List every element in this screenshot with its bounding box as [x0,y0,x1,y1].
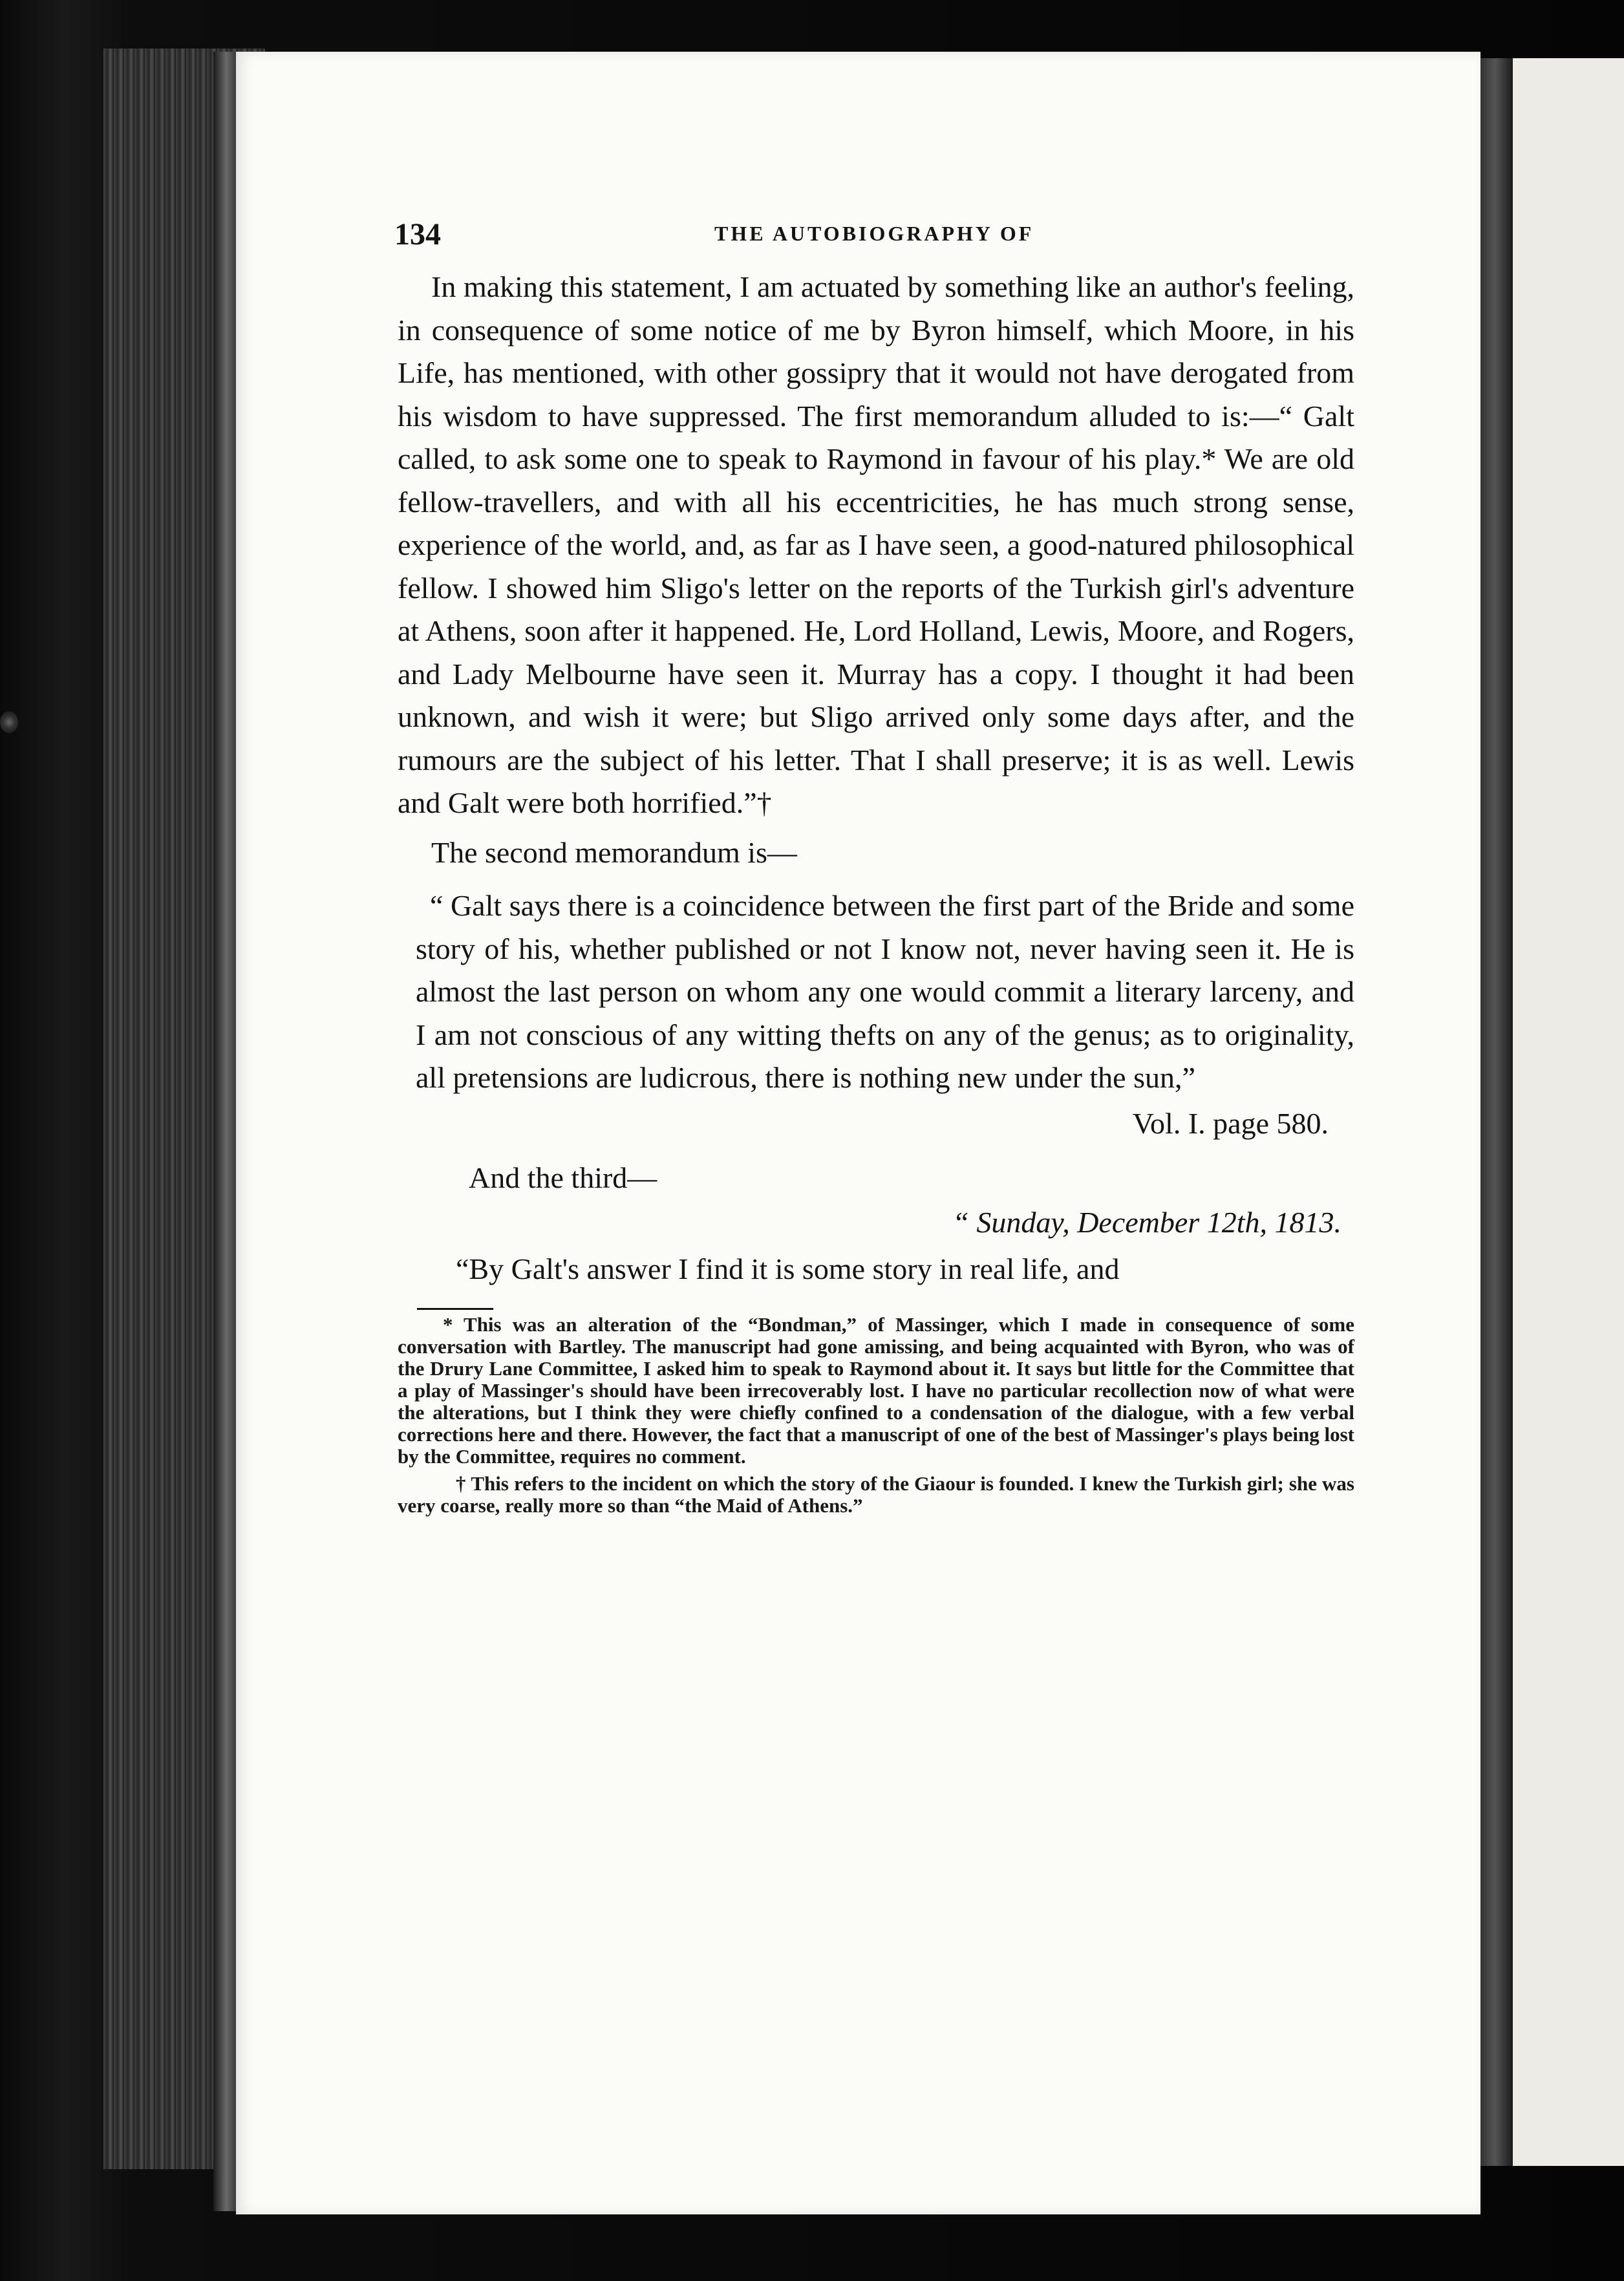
facing-page-sliver [1513,58,1624,2166]
paragraph-third-quote: “By Galt's answer I find it is some story in real life, and [456,1252,1120,1285]
running-head [394,217,1354,266]
footnote-rule [417,1308,493,1310]
date-line: “ Sunday, December 12th, 1813. [952,1205,1341,1239]
citation: Vol. I. page 580. [1132,1106,1329,1140]
paragraph-memorandum-one: In making this statement, I am actuated by something like an author's feeling, in consequence of some notice of me by Byron himself, which Moore, in his Life, has mentioned, with other gossipry that it would not have derogated from his wisdom to have suppressed. The first memorandum alluded to is:—“ Galt called, to ask some one to speak to Raymond in favour of his play.* We are old fellow-travellers, and with all his eccentricities, he has much strong sense, experience of the world, and, as far as I have seen, a good-natured philosophical fellow. I showed him Sligo's letter on the reports of the Turkish girl's adventure at Athens, soon after it happened. He, Lord Holland, Lewis, Moore, and Rogers, and Lady Melbourne have seen it. Murray has a copy. I thought it had been unknown, and wish it were; but Sligo arrived only some days after, and the rumours are the subject of his letter. That I shall preserve; it is as well. Lewis and Galt were both horrified.”† [398,270,1354,819]
paragraph-third-intro: And the third— [469,1161,657,1194]
paragraph-second-intro: The second memorandum is— [431,835,797,869]
running-title: THE AUTOBIOGRAPHY OF [714,222,1034,245]
footnote-dagger: † This refers to the incident on which the story of the Giaour is founded. I knew the Turkish girl; she was very coarse, really more so than “the Maid of Athens.” [398,1472,1354,1517]
margin-stain [0,711,18,733]
body-text-continued [398,1157,1354,1291]
footnotes [398,1314,1354,1517]
binding-shadow [213,52,239,2211]
text-block [394,217,1354,1517]
quote-block [398,884,1354,1145]
page-number: 134 [394,217,441,252]
body-text [398,266,1354,874]
book-page [236,52,1480,2214]
quote-memorandum-two: “ Galt says there is a coincidence between the first part of the Bride and some story of his, whether published or not I know not, never having seen it. He is almost the last person on whom any one would commit a literary larceny, and I am not conscious of any witting thefts on any of the genus; as to originality, all pretensions are ludicrous, there is nothing new under the sun,” [416,889,1354,1094]
footnote-asterisk: * This was an alteration of the “Bondman,” of Massinger, which I made in consequence of some conversation with Bartley. The manuscript had gone amissing, and being acquainted with Byron, who was of the Drury Lane Committee, I asked him to speak to Raymond about it. It says but little for the Committee that a play of Massinger's should have been irrecoverably lost. I have no particular recollection now of what were the alterations, but I think they were chiefly confined to a condensation of the dialogue, with a few verbal corrections here and there. However, the fact that a manuscript of one of the best of Massinger's plays being lost by the Committee, requires no comment. [398,1312,1354,1468]
right-page-fold [1477,58,1513,2166]
